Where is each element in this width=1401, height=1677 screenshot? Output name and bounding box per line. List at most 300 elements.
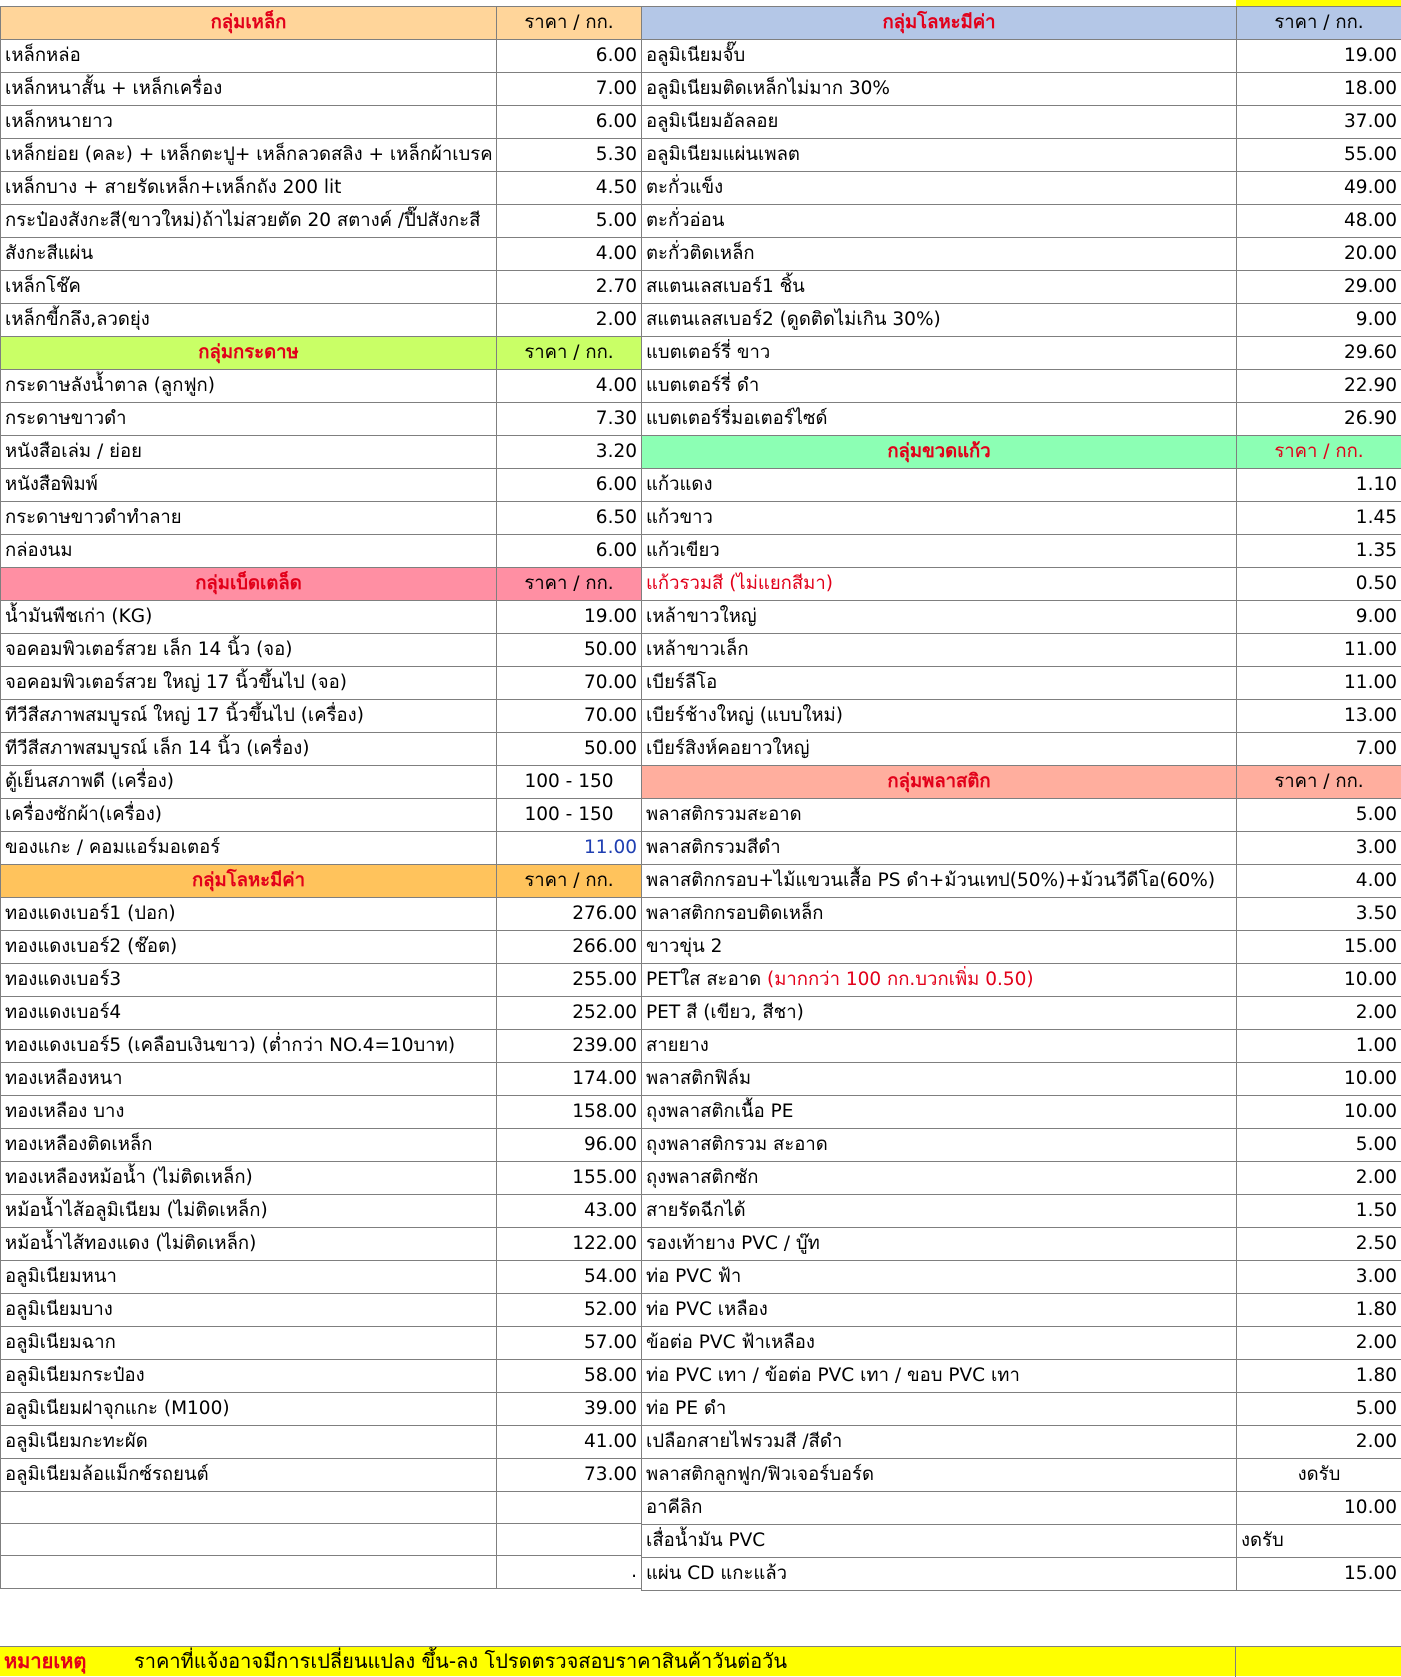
- price-unit-header: [1237, 766, 1401, 799]
- item-name: [1, 238, 497, 271]
- item-name-text: กระดาษขาวดำทำลาย: [5, 507, 182, 528]
- item-name-text: อลูมิเนียมกะทะผัด: [5, 1431, 148, 1452]
- item-price-text: 58.00: [584, 1365, 637, 1386]
- item-price: [497, 1459, 642, 1492]
- item-price-text: 158.00: [572, 1101, 637, 1122]
- item-price-text: 6.00: [596, 474, 637, 495]
- item-name-text: ทองเหลืองหม้อน้ำ (ไม่ติดเหล็ก): [5, 1167, 253, 1188]
- item-price-text: 13.00: [1344, 705, 1397, 726]
- item-price-text: 122.00: [572, 1233, 637, 1254]
- item-price-text: 5.00: [1356, 1134, 1397, 1155]
- item-name: [1, 733, 497, 766]
- price-row: [642, 106, 1401, 139]
- item-name: [642, 172, 1237, 205]
- item-name-text: เหล็กโช๊ค: [5, 276, 81, 297]
- item-price-text: 11.00: [584, 837, 637, 858]
- item-name: [642, 601, 1237, 634]
- price-unit-text: ราคา / กก.: [524, 573, 613, 594]
- item-price-text: 6.00: [596, 540, 637, 561]
- item-price: [497, 667, 642, 700]
- item-price: [1237, 832, 1401, 865]
- item-price: [497, 469, 642, 502]
- section-header-row: [1, 337, 642, 370]
- item-price: [1237, 40, 1401, 73]
- price-row: [1, 205, 642, 238]
- price-row: [642, 337, 1401, 370]
- item-name: [642, 700, 1237, 733]
- item-price-text: 29.00: [1344, 276, 1397, 297]
- price-row: [642, 40, 1401, 73]
- item-price-text: 5.00: [596, 210, 637, 231]
- item-price: [497, 1030, 642, 1063]
- item-name: [642, 370, 1237, 403]
- price-row: [1, 403, 642, 436]
- item-name: [642, 964, 1237, 997]
- price-row: [642, 304, 1401, 337]
- item-price-text: 73.00: [584, 1464, 637, 1485]
- item-name-text: พลาสติกฟิล์ม: [646, 1068, 751, 1089]
- item-name: [642, 1327, 1237, 1360]
- item-price-text: 29.60: [1344, 342, 1397, 363]
- item-price: [497, 370, 642, 403]
- section-title: [642, 436, 1237, 469]
- item-price: [1237, 1294, 1401, 1327]
- item-name-text: อลูมิเนียมล้อแม็กซ์รถยนต์: [5, 1464, 209, 1485]
- item-name-text: จอคอมพิวเตอร์สวย เล็ก 14 นิ้ว (จอ): [5, 639, 292, 660]
- item-name: [642, 238, 1237, 271]
- item-name: [642, 271, 1237, 304]
- price-row: [1, 370, 642, 403]
- item-price: [1237, 370, 1401, 403]
- price-row: [642, 634, 1401, 667]
- item-name-text: เหล็กหล่อ: [5, 45, 81, 66]
- item-price: [1237, 1096, 1401, 1129]
- item-name-text: ทองเหลือง บาง: [5, 1101, 124, 1122]
- item-price-text: 0.50: [1356, 573, 1397, 594]
- price-row: [1, 304, 642, 337]
- item-name: [1, 1492, 497, 1524]
- item-name-text: แก้วแดง: [646, 474, 712, 495]
- left-price-table: [0, 6, 642, 1589]
- item-name-text: แบตเตอร์รี่ ดำ: [646, 375, 759, 396]
- item-name: [1, 667, 497, 700]
- price-row: [642, 1063, 1401, 1096]
- price-row: [1, 271, 642, 304]
- item-name: [642, 1228, 1237, 1261]
- item-name: [642, 139, 1237, 172]
- price-row: [642, 997, 1401, 1030]
- item-name: [642, 1063, 1237, 1096]
- item-price: [1237, 601, 1401, 634]
- item-name-text: แก้วขาว: [646, 507, 713, 528]
- item-name: [642, 997, 1237, 1030]
- price-row: [1, 1459, 642, 1492]
- item-name-text: ของแกะ / คอมแอร์มอเตอร์: [5, 837, 220, 858]
- item-price: [1237, 1558, 1401, 1591]
- item-name: [1, 997, 497, 1030]
- price-row: [642, 1525, 1401, 1558]
- price-row: [642, 1360, 1401, 1393]
- item-price-text: 2.00: [596, 309, 637, 330]
- price-row: [642, 832, 1401, 865]
- price-row: [642, 1096, 1401, 1129]
- item-price: [1237, 271, 1401, 304]
- item-name-text: หนังสือพิมพ์: [5, 474, 98, 495]
- item-price: [497, 1195, 642, 1228]
- item-price: [497, 271, 642, 304]
- item-price: [497, 304, 642, 337]
- item-price: [1237, 997, 1401, 1030]
- item-price: [497, 172, 642, 205]
- item-price-text: 15.00: [1344, 936, 1397, 957]
- item-name-text: พลาสติกลูกฟูก/ฟิวเจอร์บอร์ด: [646, 1464, 874, 1485]
- price-unit-header: [1237, 436, 1401, 469]
- price-row: [642, 535, 1401, 568]
- item-name: [1, 370, 497, 403]
- item-note: (มากกว่า 100 กก.บวกเพิ่ม 0.50): [761, 969, 1034, 990]
- item-price-text: 1.45: [1356, 507, 1397, 528]
- section-header-row: [642, 7, 1401, 40]
- price-row: [1, 1393, 642, 1426]
- price-row: [1, 1030, 642, 1063]
- item-name-text: เบียร์ช้างใหญ่ (แบบใหม่): [646, 705, 843, 726]
- item-price: [1237, 1426, 1401, 1459]
- item-price: [1237, 139, 1401, 172]
- item-name: [642, 106, 1237, 139]
- item-price-text: 4.00: [596, 375, 637, 396]
- price-row: [642, 898, 1401, 931]
- price-row: [642, 172, 1401, 205]
- section-title-text: กลุ่มเหล็ก: [211, 12, 287, 33]
- item-price-text: 10.00: [1344, 1068, 1397, 1089]
- price-row: [1, 997, 642, 1030]
- item-price: [1237, 1360, 1401, 1393]
- item-price-text: 19.00: [1344, 45, 1397, 66]
- item-price: [1237, 898, 1401, 931]
- price-row: [642, 271, 1401, 304]
- item-name-text: เหล็กย่อย (คละ) + เหล็กตะปู+ เหล็กลวดสลิง + เหล็กผ้าเบรค: [5, 144, 493, 165]
- price-row: [1, 1063, 642, 1096]
- item-price-text: 100 - 150: [524, 771, 613, 792]
- item-name-text: เครื่องซักผ้า(เครื่อง): [5, 804, 162, 825]
- item-price: [497, 1294, 642, 1327]
- item-price: [497, 799, 642, 832]
- price-row: [1, 1360, 642, 1393]
- item-name-text: อลูมิเนียมบาง: [5, 1299, 113, 1320]
- item-name-text: เหล้าขาวใหญ่: [646, 606, 757, 627]
- section-header-row: [642, 766, 1401, 799]
- item-name-text: หม้อน้ำไส้อลูมิเนียม (ไม่ติดเหล็ก): [5, 1200, 268, 1221]
- item-price-text: 10.00: [1344, 969, 1397, 990]
- item-name-text: น้ำมันพืชเก่า (KG): [5, 606, 152, 627]
- section-title-text: กลุ่มกระดาษ: [198, 342, 298, 363]
- item-name: [1, 931, 497, 964]
- item-price: [497, 1393, 642, 1426]
- item-name-text: ขาวขุ่น 2: [646, 936, 722, 957]
- item-price-text: 155.00: [572, 1167, 637, 1188]
- item-price: [1237, 1063, 1401, 1096]
- item-price-text: 1.80: [1356, 1365, 1397, 1386]
- item-name: [642, 1426, 1237, 1459]
- item-name: [642, 469, 1237, 502]
- price-row: [642, 964, 1401, 997]
- item-name-text: ทองแดงเบอร์5 (เคลือบเงินขาว) (ต่ำกว่า NO.4=10บาท): [5, 1035, 455, 1056]
- price-unit-text: ราคา / กก.: [524, 12, 613, 33]
- item-name: [1, 1524, 497, 1556]
- item-price-text: 255.00: [572, 969, 637, 990]
- item-name-text: อาคีลิก: [646, 1497, 702, 1518]
- item-name: [1, 1327, 497, 1360]
- price-row: [1, 1228, 642, 1261]
- item-name-text: กระดาษลังน้ำตาล (ลูกฟูก): [5, 375, 215, 396]
- price-unit-header: [497, 568, 642, 601]
- item-name-text: แก้วเขียว: [646, 540, 720, 561]
- item-price: [497, 700, 642, 733]
- price-row: [1, 1556, 642, 1589]
- item-name-text: ทองแดงเบอร์1 (ปอก): [5, 903, 176, 924]
- item-name-text: ข้อต่อ PVC ฟ้าเหลือง: [646, 1332, 815, 1353]
- item-name-text: เหล็กขี้กลึง,ลวดยุ่ง: [5, 309, 150, 330]
- item-price: [497, 1129, 642, 1162]
- item-name-text: ท่อ PE ดำ: [646, 1398, 726, 1419]
- price-row: [642, 1492, 1401, 1525]
- item-name-text: เบียร์ลีโอ: [646, 672, 717, 693]
- item-name-text: ท่อ PVC เทา / ข้อต่อ PVC เทา / ขอบ PVC เทา: [646, 1365, 1020, 1386]
- item-price-text: 9.00: [1356, 309, 1397, 330]
- price-row: [1, 1261, 642, 1294]
- item-name-text: PET สี (เขียว, สีชา): [646, 1002, 804, 1023]
- item-name: [1, 73, 497, 106]
- item-price: [497, 502, 642, 535]
- item-price: [1237, 106, 1401, 139]
- item-name-text: เหล็กหนาสั้น + เหล็กเครื่อง: [5, 78, 222, 99]
- item-price: [1237, 1327, 1401, 1360]
- item-name: [1, 766, 497, 799]
- item-name-text: สายรัดฉีกได้: [646, 1200, 746, 1221]
- item-name: [1, 634, 497, 667]
- item-price: [1237, 172, 1401, 205]
- item-name: [642, 535, 1237, 568]
- item-price-text: 252.00: [572, 1002, 637, 1023]
- item-price: [497, 733, 642, 766]
- price-unit-header: [497, 865, 642, 898]
- item-name: [642, 1162, 1237, 1195]
- item-name-text: แก้วรวมสี (ไม่แยกสีมา): [646, 573, 833, 594]
- item-price: [1237, 1030, 1401, 1063]
- price-row: [1, 535, 642, 568]
- item-name: [1, 1426, 497, 1459]
- item-name: [642, 1393, 1237, 1426]
- section-title-text: กลุ่มโลหะมีค่า: [882, 12, 995, 33]
- item-name: [642, 403, 1237, 436]
- item-price: [497, 1063, 642, 1096]
- item-name-text: จอคอมพิวเตอร์สวย ใหญ่ 17 นิ้วขึ้นไป (จอ): [5, 672, 347, 693]
- item-name-text: เหล็กหนายาว: [5, 111, 113, 132]
- price-row: [1, 667, 642, 700]
- item-price: [497, 238, 642, 271]
- item-price-text: 11.00: [1344, 639, 1397, 660]
- price-row: [642, 1261, 1401, 1294]
- footer-divider: [1235, 1647, 1236, 1677]
- right-price-table: [641, 6, 1401, 1591]
- price-unit-header: [497, 337, 642, 370]
- price-row: [642, 403, 1401, 436]
- price-row: [642, 1393, 1401, 1426]
- section-header-row: [1, 7, 642, 40]
- section-title-text: กลุ่มขวดแก้ว: [887, 441, 990, 462]
- item-price: [497, 1228, 642, 1261]
- item-name-text: เหล็กบาง + สายรัดเหล็ก+เหล็กถัง 200 lit: [5, 177, 341, 198]
- item-price-text: 7.00: [1356, 738, 1397, 759]
- item-price: [1237, 568, 1401, 601]
- item-price: [497, 766, 642, 799]
- item-price-text: 57.00: [584, 1332, 637, 1353]
- item-name-text: สายยาง: [646, 1035, 709, 1056]
- item-price: [497, 931, 642, 964]
- price-row: [642, 1129, 1401, 1162]
- item-price: [497, 1524, 642, 1556]
- price-row: [1, 799, 642, 832]
- price-row: [1, 766, 642, 799]
- item-name: [1, 535, 497, 568]
- item-price: [1237, 304, 1401, 337]
- item-name-text: รองเท้ายาง PVC / บู๊ท: [646, 1233, 820, 1254]
- item-price: [1237, 931, 1401, 964]
- item-price: [497, 1492, 642, 1524]
- price-row: [642, 865, 1401, 898]
- item-price-text: 52.00: [584, 1299, 637, 1320]
- item-name-text: พลาสติกกรอบติดเหล็ก: [646, 903, 824, 924]
- item-price-text: 2.00: [1356, 1431, 1397, 1452]
- item-name-text: แบตเตอร์รี่มอเตอร์ไซด์: [646, 408, 828, 429]
- item-price: [1237, 403, 1401, 436]
- item-price-text: 10.00: [1344, 1497, 1397, 1518]
- item-price: [1237, 865, 1401, 898]
- price-row: [642, 1195, 1401, 1228]
- price-row: [1, 106, 642, 139]
- item-name: [1, 205, 497, 238]
- price-row: [1, 469, 642, 502]
- item-name: [1, 1063, 497, 1096]
- item-name-text: เหล้าขาวเล็ก: [646, 639, 749, 660]
- item-price: [497, 403, 642, 436]
- price-row: [1, 634, 642, 667]
- item-price-text: 37.00: [1344, 111, 1397, 132]
- item-price: [1237, 733, 1401, 766]
- item-price: [497, 1426, 642, 1459]
- section-header-row: [1, 865, 642, 898]
- price-unit-text: ราคา / กก.: [1274, 12, 1363, 33]
- item-price: [497, 436, 642, 469]
- item-name-text: อลูมิเนียมจั๊บ: [646, 45, 745, 66]
- item-name: [1, 1294, 497, 1327]
- section-header-row: [642, 436, 1401, 469]
- item-price-text: 1.35: [1356, 540, 1397, 561]
- item-price-text: 2.00: [1356, 1167, 1397, 1188]
- item-price: [1237, 502, 1401, 535]
- item-name-text: ทองแดงเบอร์2 (ช๊อต): [5, 936, 177, 957]
- item-name: [642, 898, 1237, 931]
- item-price: [1237, 469, 1401, 502]
- item-price-text: 3.50: [1356, 903, 1397, 924]
- item-name: [642, 1294, 1237, 1327]
- item-name-text: หม้อน้ำไส้ทองแดง (ไม่ติดเหล็ก): [5, 1233, 256, 1254]
- price-row: [642, 700, 1401, 733]
- price-row: [642, 1294, 1401, 1327]
- item-price: [1237, 535, 1401, 568]
- section-title: [1, 337, 497, 370]
- item-price: [497, 634, 642, 667]
- item-price-text: 2.70: [596, 276, 637, 297]
- item-price: [1237, 337, 1401, 370]
- item-price-text: 1.10: [1356, 474, 1397, 495]
- item-name: [642, 1360, 1237, 1393]
- item-name-text: อลูมิเนียมอัลลอย: [646, 111, 778, 132]
- item-name: [1, 172, 497, 205]
- item-price-text: 2.50: [1356, 1233, 1397, 1254]
- item-price: [1237, 700, 1401, 733]
- price-row: [1, 931, 642, 964]
- item-price-text: 50.00: [584, 738, 637, 759]
- item-name-text: อลูมิเนียมฉาก: [5, 1332, 116, 1353]
- item-name-text: ทองเหลืองติดเหล็ก: [5, 1134, 152, 1155]
- item-price: [1237, 238, 1401, 271]
- item-name: [1, 1195, 497, 1228]
- price-row: [642, 1030, 1401, 1063]
- section-title: [1, 568, 497, 601]
- price-row: [642, 502, 1401, 535]
- price-unit-text: ราคา / กก.: [524, 342, 613, 363]
- section-title: [642, 766, 1237, 799]
- price-row: [1, 964, 642, 997]
- price-row: [1, 1195, 642, 1228]
- item-price: [497, 997, 642, 1030]
- price-row: [1, 1294, 642, 1327]
- item-name-text: เปลือกสายไฟรวมสี /สีดำ: [646, 1431, 842, 1452]
- item-price-text: 5.30: [596, 144, 637, 165]
- footer-text: ราคาที่แจ้งอาจมีการเปลี่ยนแปลง ขึ้น-ลง โปรดตรวจสอบราคาสินค้าวันต่อวัน: [134, 1647, 787, 1675]
- item-price-text: 43.00: [584, 1200, 637, 1221]
- item-name-text: ตะกั่วติดเหล็ก: [646, 243, 755, 264]
- item-price: [497, 40, 642, 73]
- item-name: [1, 964, 497, 997]
- item-name: [1, 139, 497, 172]
- item-price-text: 39.00: [584, 1398, 637, 1419]
- item-name: [642, 1195, 1237, 1228]
- item-price: [497, 73, 642, 106]
- item-price-text: งดรับ: [1241, 1530, 1284, 1551]
- price-unit-text: ราคา / กก.: [524, 870, 613, 891]
- price-row: [1, 733, 642, 766]
- item-price-text: 15.00: [1344, 1563, 1397, 1584]
- item-price-text: 7.00: [596, 78, 637, 99]
- price-row: [642, 733, 1401, 766]
- item-price: [497, 1261, 642, 1294]
- item-price-text: 174.00: [572, 1068, 637, 1089]
- item-price-text: 4.50: [596, 177, 637, 198]
- item-name: [1, 832, 497, 865]
- item-name: [1, 1556, 497, 1589]
- item-price-text: 54.00: [584, 1266, 637, 1287]
- item-name-text: ถุงพลาสติกรวม สะอาด: [646, 1134, 828, 1155]
- item-name: [642, 568, 1237, 601]
- item-name-text: กระดาษขาวดำ: [5, 408, 127, 429]
- item-name: [1, 1360, 497, 1393]
- item-price: [1237, 1492, 1401, 1525]
- price-row: [642, 73, 1401, 106]
- item-name: [642, 304, 1237, 337]
- item-name-text: กล่องนม: [5, 540, 73, 561]
